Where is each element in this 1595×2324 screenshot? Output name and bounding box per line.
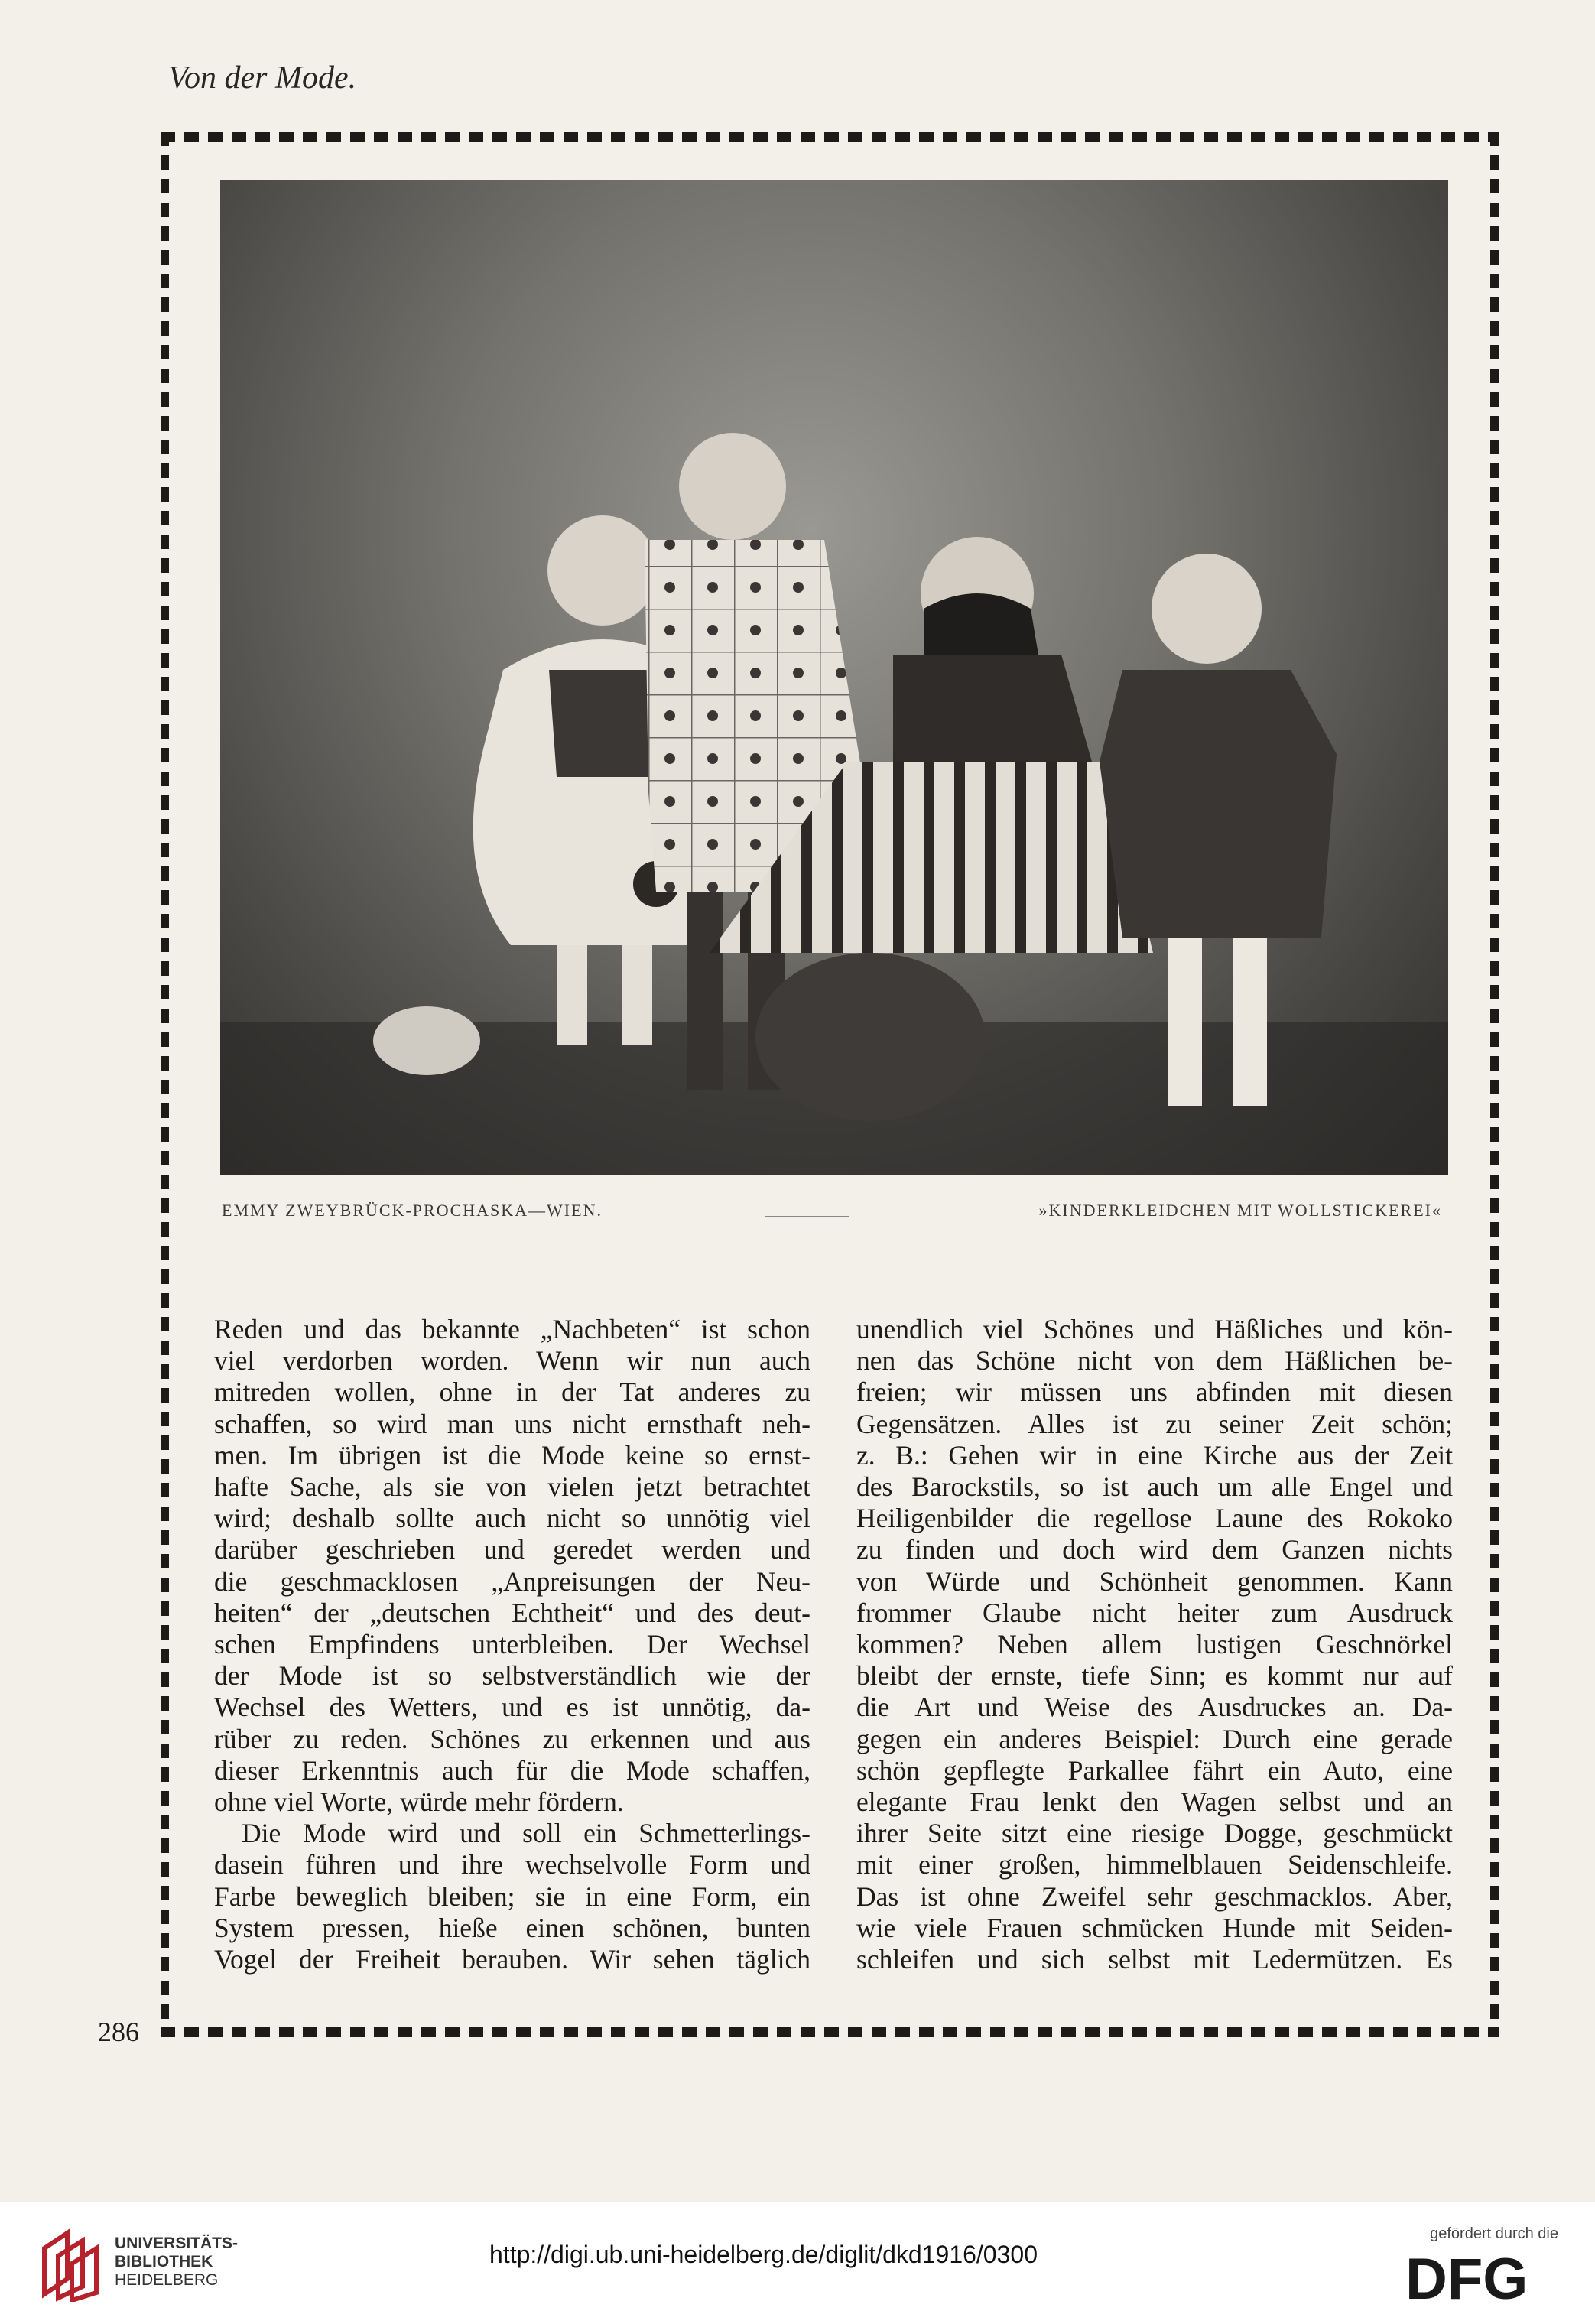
library-name [115,2235,238,2290]
library-name-line: BIBLIOTHEK [115,2253,213,2270]
text-line: unendlich viel Schönes und Häßliches und kön- [856,1314,1453,1344]
text-line: Vogel der Freiheit berauben. Wir sehen täglich [214,1944,810,1975]
permalink-url[interactable]: http://digi.ub.uni-heidelberg.de/diglit/dkd1916/0300 [489,2241,1038,2268]
text-line: kommen? Neben allem lustigen Geschnörkel [856,1629,1453,1660]
text-line: bleibt der ernste, tiefe Sinn; es kommt nur auf [856,1660,1453,1692]
text-line: Heiligenbilder die regellose Laune des Rokoko [856,1503,1453,1534]
text-line: Farbe beweglich bleiben; sie in eine Form, ein [214,1880,810,1912]
text-line: schaffen, so wird man uns nicht ernsthaft neh- [214,1408,810,1439]
text-line: der Mode ist so selbstverständlich wie der [214,1660,810,1692]
decorative-border-bottom [161,2027,1499,2037]
text-line: hafte Sache, als sie von vielen jetzt betrachtet [214,1471,810,1503]
text-line: elegante Frau lenkt den Wagen selbst und an [856,1786,1453,1818]
text-line: dasein führen und ihre wechselvolle Form und [214,1849,810,1880]
left-column [214,1314,810,1975]
text-line: schen Empfindens unterbleiben. Der Wechsel [214,1629,810,1660]
text-line: wie viele Frauen schmücken Hunde mit Seiden- [856,1912,1453,1943]
caption-divider [765,1216,849,1217]
text-line: darüber geschrieben und geredet werden und [214,1534,810,1565]
text-line: Das ist ohne Zweifel sehr geschmacklos. Aber, [856,1880,1453,1912]
funding-label: gefördert durch die [1430,2225,1558,2242]
text-line: heiten“ der „deutschen Echtheit“ und des deut- [214,1597,810,1628]
text-line: gegen ein anderes Beispiel: Durch eine gerade [856,1723,1453,1754]
decorative-border-top [161,132,1499,142]
article-body [214,1314,1453,2002]
text-line: rüber zu reden. Schönes zu erkennen und aus [214,1723,810,1754]
decorative-border-right [1490,132,1499,2037]
text-line: System pressen, hieße einen schönen, bunten [214,1912,810,1943]
text-line: wird; deshalb sollte auch nicht so unnötig viel [214,1503,810,1534]
dfg-logo-icon [1405,2251,1558,2305]
photo-credit: EMMY ZWEYBRÜCK-PROCHASKA—WIEN. [222,1201,603,1220]
text-line: die geschmacklosen „Anpreisungen der Neu- [214,1565,810,1597]
text-line: ihrer Seite sitzt eine riesige Dogge, geschmückt [856,1818,1453,1849]
text-line: ohne viel Worte, würde mehr fördern. [214,1786,624,1818]
text-line: viel verdorben worden. Wenn wir nun auch [214,1345,810,1377]
text-line: mitreden wollen, ohne in der Tat anderes zu [214,1377,810,1408]
text-line: men. Im übrigen ist die Mode keine so ernst- [214,1439,810,1471]
text-line: Die Mode wird und soll ein Schmetterlings- [242,1818,810,1849]
dfg-logo-text: DFG [1405,2251,1528,2305]
text-line: die Art und Weise des Ausdruckes an. Da- [856,1692,1453,1723]
text-line: mit einer großen, himmelblauen Seidenschleife. [856,1849,1453,1880]
text-line: dieser Erkenntnis auch für die Mode schaffen, [214,1754,810,1786]
text-line: Wechsel des Wetters, und es ist unnötig, da- [214,1692,810,1723]
text-line: Reden und das bekannte „Nachbeten“ ist schon [214,1314,810,1344]
page-number: 286 [98,2017,139,2047]
photograph-illustration [220,180,1448,1175]
running-head: Von der Mode. [168,60,357,96]
right-column [856,1314,1453,1975]
text-line: nen das Schöne nicht von dem Häßlichen be- [856,1345,1453,1377]
photo-title: »KINDERKLEIDCHEN MIT WOLLSTICKEREI« [1038,1201,1442,1220]
text-line: frommer Glaube nicht heiter zum Ausdruck [856,1597,1453,1628]
decorative-border-left [161,132,169,2037]
text-line: Gegensätzen. Alles ist zu seiner Zeit schön; [856,1408,1453,1439]
text-line: schleifen und sich selbst mit Ledermützen. Es [856,1944,1453,1975]
digitization-footer [0,2202,1595,2324]
library-name-line: UNIVERSITÄTS- [115,2235,239,2252]
university-library-logo-icon [37,2225,104,2302]
text-line: zu finden und doch wird dem Ganzen nichts [856,1534,1453,1565]
text-line: des Barockstils, so ist auch um alle Engel und [856,1471,1453,1503]
text-line: freien; wir müssen uns abfinden mit diesen [856,1377,1453,1408]
text-line: schön gepflegte Parkallee fährt ein Auto, eine [856,1754,1453,1786]
text-line: z. B.: Gehen wir in eine Kirche aus der Zeit [856,1439,1453,1471]
text-line: von Würde und Schönheit genommen. Kann [856,1565,1453,1597]
library-name-line: HEIDELBERG [115,2271,219,2289]
photograph-children-dresses [220,180,1448,1175]
